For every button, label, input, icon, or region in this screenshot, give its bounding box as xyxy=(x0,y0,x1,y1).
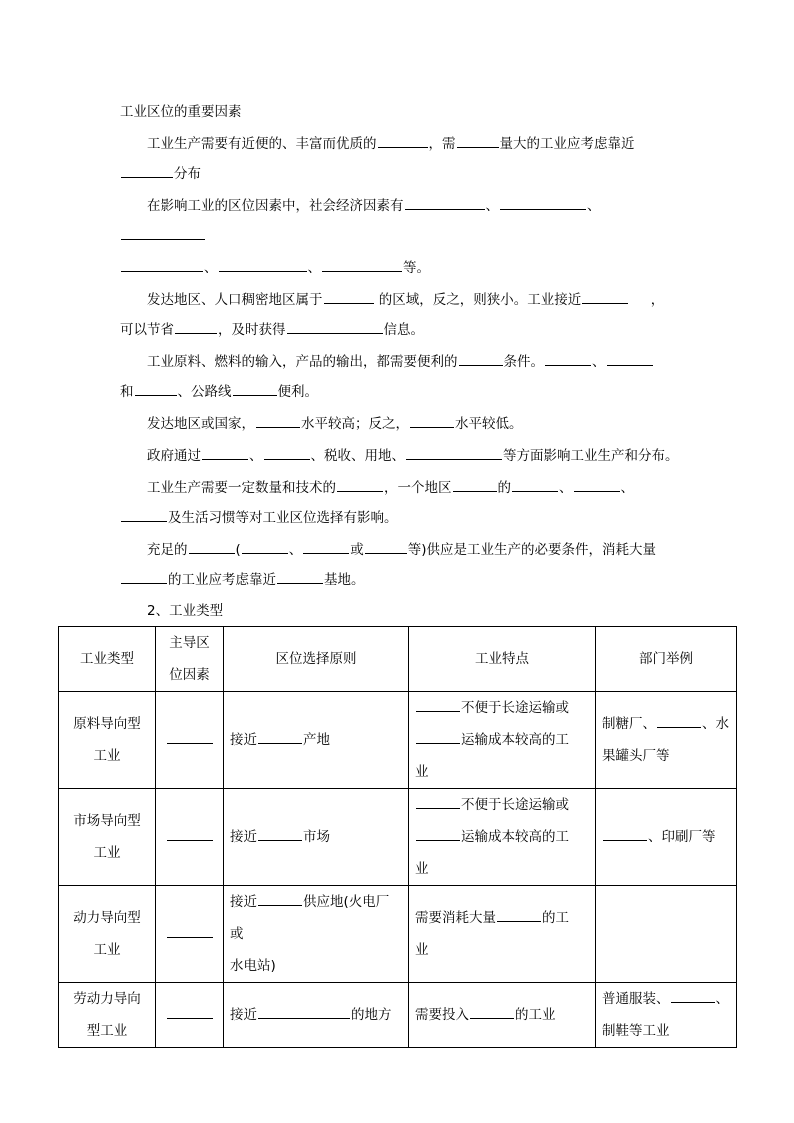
fill-blank[interactable] xyxy=(405,196,485,210)
paragraph-transport-cont: 和 、公路线 便利。 xyxy=(120,384,318,400)
cell-industry-feature: 不便于长途运输或 运输成本较高的工 业 xyxy=(409,692,596,789)
fill-blank[interactable] xyxy=(416,795,460,809)
fill-blank[interactable] xyxy=(324,290,374,304)
fill-blank[interactable] xyxy=(607,352,653,366)
header-dominant-factor: 主导区 位因素 xyxy=(156,627,224,692)
fill-blank[interactable] xyxy=(121,508,167,522)
paragraph-policy: 政府通过 、 、税收、用地、 等方面影响工业生产和分布。 xyxy=(147,448,679,464)
paragraph-socioeconomic-cont1 xyxy=(120,226,206,246)
fill-blank[interactable] xyxy=(167,924,213,938)
fill-blank[interactable] xyxy=(258,892,302,906)
cell-department-example: 普通服装、 、 制鞋等工业 xyxy=(596,983,737,1048)
fill-blank[interactable] xyxy=(378,134,428,148)
fill-blank[interactable] xyxy=(416,730,460,744)
fill-blank[interactable] xyxy=(416,698,460,712)
paragraph-labor-cont: 及生活习惯等对工业区位选择有影响。 xyxy=(120,508,398,528)
table-row xyxy=(59,886,737,983)
fill-blank[interactable] xyxy=(453,478,497,492)
fill-blank[interactable] xyxy=(603,827,647,841)
cell-department-example xyxy=(596,886,737,983)
fill-blank[interactable] xyxy=(256,414,300,428)
fill-blank[interactable] xyxy=(202,446,248,460)
section-title: 工业区位的重要因素 xyxy=(120,104,242,120)
paragraph-agglomeration: 发达地区或国家， 水平较高；反之， 水平较低。 xyxy=(147,416,523,432)
header-industry-feature: 工业特点 xyxy=(409,627,596,692)
cell-location-principle: 接近 产地 xyxy=(224,692,409,789)
fill-blank[interactable] xyxy=(167,827,213,841)
fill-blank[interactable] xyxy=(121,258,203,272)
header-location-principle: 区位选择原则 xyxy=(224,627,409,692)
fill-blank[interactable] xyxy=(545,352,591,366)
fill-blank[interactable] xyxy=(582,290,628,304)
cell-dominant-factor xyxy=(156,692,224,789)
fill-blank[interactable] xyxy=(277,570,323,584)
fill-blank[interactable] xyxy=(233,382,277,396)
cell-industry-type: 动力导向型 工业 xyxy=(59,886,156,983)
cell-industry-type: 市场导向型 工业 xyxy=(59,789,156,886)
fill-blank[interactable] xyxy=(406,446,502,460)
fill-blank[interactable] xyxy=(167,730,213,744)
paragraph-socioeconomic-cont2: 、 、 等。 xyxy=(120,258,430,278)
fill-blank[interactable] xyxy=(365,540,407,554)
fill-blank[interactable] xyxy=(671,989,715,1003)
cell-industry-feature: 不便于长途运输或 运输成本较高的工 业 xyxy=(409,789,596,886)
table-row xyxy=(59,789,737,886)
fill-blank[interactable] xyxy=(459,352,503,366)
paragraph-market: 发达地区、人口稠密地区属于 的区域，反之，则狭小。工业接近 ， xyxy=(147,292,665,308)
fill-blank[interactable] xyxy=(416,827,460,841)
fill-blank[interactable] xyxy=(497,908,541,922)
fill-blank[interactable] xyxy=(410,414,454,428)
paragraph-raw-materials: 工业生产需要有近便的、丰富而优质的 ，需 量大的工业应考虑靠近 xyxy=(147,136,635,152)
table-row xyxy=(59,692,737,789)
cell-industry-feature: 需要消耗大量 的工 业 xyxy=(409,886,596,983)
fill-blank[interactable] xyxy=(135,382,177,396)
fill-blank[interactable] xyxy=(219,258,307,272)
fill-blank[interactable] xyxy=(121,570,167,584)
cell-dominant-factor xyxy=(156,789,224,886)
fill-blank[interactable] xyxy=(657,714,701,728)
fill-blank[interactable] xyxy=(258,827,302,841)
paragraph-energy: 充足的 ( 、 或 等)供应是工业生产的必要条件，消耗大量 xyxy=(147,542,657,558)
cell-location-principle: 接近 供应地(火电厂或 水电站) xyxy=(224,886,409,983)
fill-blank[interactable] xyxy=(167,1005,213,1019)
fill-blank[interactable] xyxy=(242,540,288,554)
cell-dominant-factor xyxy=(156,983,224,1048)
fill-blank[interactable] xyxy=(121,226,205,240)
fill-blank[interactable] xyxy=(258,730,302,744)
fill-blank[interactable] xyxy=(322,258,402,272)
fill-blank[interactable] xyxy=(574,478,620,492)
paragraph-transport: 工业原料、燃料的输入，产品的输出，都需要便利的 条件。 、 xyxy=(147,352,654,372)
paragraph-labor: 工业生产需要一定数量和技术的 ，一个地区 的 、 、 xyxy=(147,480,634,496)
fill-blank[interactable] xyxy=(258,1005,350,1019)
fill-blank[interactable] xyxy=(121,164,173,178)
fill-blank[interactable] xyxy=(512,478,558,492)
paragraph-market-cont: 可以节省 ，及时获得 信息。 xyxy=(120,322,424,338)
fill-blank[interactable] xyxy=(264,446,310,460)
paragraph-socioeconomic: 在影响工业的区位因素中，社会经济因素有 、 、 xyxy=(147,198,601,214)
industry-types-table xyxy=(58,626,737,1048)
cell-industry-type: 原料导向型 工业 xyxy=(59,692,156,789)
section2-title: 2、工业类型 xyxy=(147,603,224,619)
fill-blank[interactable] xyxy=(303,540,349,554)
table-header-row xyxy=(59,627,737,692)
fill-blank[interactable] xyxy=(470,1005,514,1019)
cell-industry-type: 劳动力导向 型工业 xyxy=(59,983,156,1048)
fill-blank[interactable] xyxy=(337,478,383,492)
table-row xyxy=(59,983,737,1048)
cell-department-example: 制糖厂、 、水 果罐头厂等 xyxy=(596,692,737,789)
paragraph-raw-materials-cont: 分布 xyxy=(120,164,201,184)
header-industry-type: 工业类型 xyxy=(59,627,156,692)
fill-blank[interactable] xyxy=(189,540,235,554)
fill-blank[interactable] xyxy=(287,320,383,334)
cell-location-principle: 接近 市场 xyxy=(224,789,409,886)
header-department-example: 部门举例 xyxy=(596,627,737,692)
paragraph-energy-cont: 的工业应考虑靠近 基地。 xyxy=(120,570,365,590)
cell-dominant-factor xyxy=(156,886,224,983)
cell-department-example: 、印刷厂等 xyxy=(596,789,737,886)
cell-industry-feature: 需要投入 的工业 xyxy=(409,983,596,1048)
fill-blank[interactable] xyxy=(500,196,586,210)
cell-location-principle: 接近 的地方 xyxy=(224,983,409,1048)
fill-blank[interactable] xyxy=(175,320,217,334)
fill-blank[interactable] xyxy=(457,134,499,148)
